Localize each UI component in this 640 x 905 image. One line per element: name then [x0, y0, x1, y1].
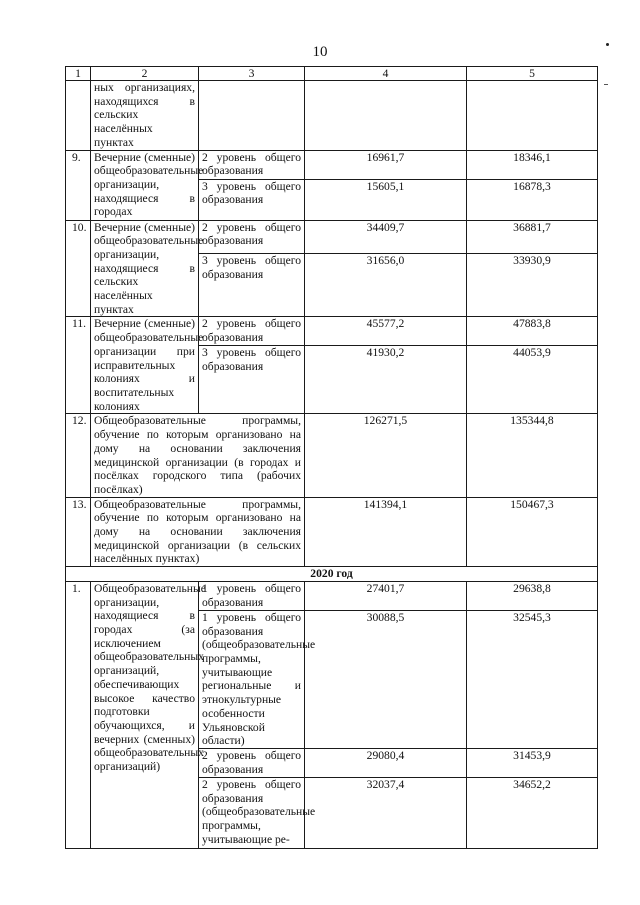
value-cell: 135344,8: [467, 414, 598, 497]
org-type: Вечерние (сменные) общеобразовательные организации при исправительных колониях и воспитательных колониях: [91, 317, 199, 414]
education-level: 2 уровень общего образования: [199, 220, 305, 253]
value-cell: 45577,2: [305, 317, 467, 346]
value-cell: 31453,9: [467, 748, 598, 777]
value-cell: 27401,7: [305, 581, 467, 610]
funding-table: [65, 66, 598, 849]
value-cell: 126271,5: [305, 414, 467, 497]
org-type: Вечерние (сменные) общеобразовательные организации, находящиеся в городах: [91, 150, 199, 220]
scan-speck: [606, 43, 609, 46]
value-cell: 41930,2: [305, 346, 467, 414]
education-level: 2 уровень общего образования: [199, 150, 305, 179]
program-description: Общеобразовательные программы, обучение по которым организовано на дому на основании заключения медицинской организации (в городах и посёлках городского типа (рабочих посёлках): [91, 414, 305, 497]
value-cell: 15605,1: [305, 179, 467, 220]
value-cell: 30088,5: [305, 610, 467, 748]
education-level: 1 уровень общего образования: [199, 581, 305, 610]
value-cell: 33930,9: [467, 253, 598, 316]
value-cell: 18346,1: [467, 150, 598, 179]
value-cell: [467, 81, 598, 151]
value-cell: 34409,7: [305, 220, 467, 253]
value-cell: 31656,0: [305, 253, 467, 316]
table-row: [66, 497, 598, 567]
table-row: [66, 414, 598, 497]
year-row: [66, 567, 598, 582]
table-row: [66, 81, 598, 151]
value-cell: 29080,4: [305, 748, 467, 777]
table-row: [66, 317, 598, 346]
org-type: Вечерние (сменные) общеобразовательные организации, находящиеся в сельских населённых пунктах: [91, 220, 199, 317]
table-row: [66, 220, 598, 253]
header-cell: 2: [91, 67, 199, 81]
scan-speck: [604, 84, 608, 85]
page-number: 10: [312, 44, 328, 60]
education-level: 2 уровень общего образования (общеобразовательные программы, учитывающие ре-: [199, 777, 305, 848]
value-cell: 32545,3: [467, 610, 598, 748]
row-number: 13.: [66, 497, 91, 567]
value-cell: 36881,7: [467, 220, 598, 253]
education-level: 2 уровень общего образования: [199, 317, 305, 346]
value-cell: 150467,3: [467, 497, 598, 567]
education-level: 1 уровень общего образования (общеобразовательные программы, учитывающие региональные и этнокультурные особенности Ульяновской области): [199, 610, 305, 748]
value-cell: 29638,8: [467, 581, 598, 610]
level-cell: [199, 81, 305, 151]
table-row: [66, 150, 598, 179]
org-type: ных организациях, находящихся в сельских населённых пунктах: [91, 81, 199, 151]
table-header-row: [66, 67, 598, 81]
row-number: 11.: [66, 317, 91, 414]
value-cell: 44053,9: [467, 346, 598, 414]
value-cell: [305, 81, 467, 151]
row-number: 12.: [66, 414, 91, 497]
value-cell: 16961,7: [305, 150, 467, 179]
education-level: 3 уровень общего образования: [199, 346, 305, 414]
header-cell: 1: [66, 67, 91, 81]
education-level: 3 уровень общего образования: [199, 179, 305, 220]
year-heading: 2020 год: [66, 567, 598, 582]
row-number: [66, 81, 91, 151]
table-row: [66, 581, 598, 610]
value-cell: 47883,8: [467, 317, 598, 346]
row-number: 1.: [66, 581, 91, 848]
header-cell: 3: [199, 67, 305, 81]
education-level: 3 уровень общего образования: [199, 253, 305, 316]
value-cell: 141394,1: [305, 497, 467, 567]
row-number: 10.: [66, 220, 91, 317]
header-cell: 4: [305, 67, 467, 81]
education-level: 2 уровень общего образования: [199, 748, 305, 777]
row-number: 9.: [66, 150, 91, 220]
value-cell: 34652,2: [467, 777, 598, 848]
value-cell: 16878,3: [467, 179, 598, 220]
value-cell: 32037,4: [305, 777, 467, 848]
org-type: Общеобразовательные организации, находящиеся в городах (за исключением общеобразовательных организаций, обеспечивающих высокое качество подготовки обучающихся, и вечерних (сменных) общеобразовательных организаций): [91, 581, 199, 848]
program-description: Общеобразовательные программы, обучение по которым организовано на дому на основании заключения медицинской организации (в сельских населённых пунктах): [91, 497, 305, 567]
header-cell: 5: [467, 67, 598, 81]
